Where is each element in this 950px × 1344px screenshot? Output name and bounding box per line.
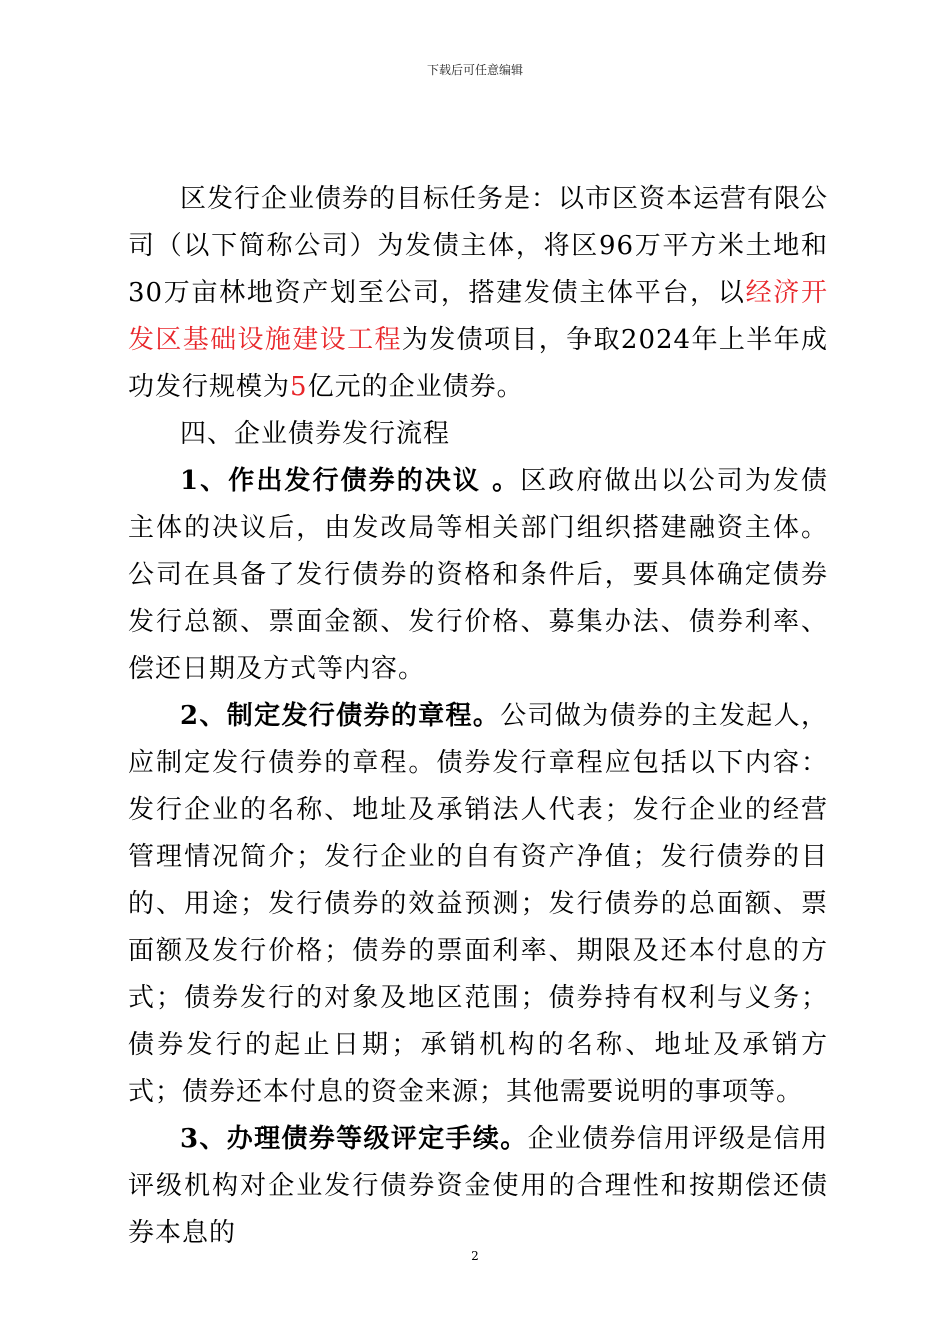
step-1-paragraph <box>128 458 828 693</box>
step-1-title: 1、作出发行债券的决议 。 <box>180 466 521 496</box>
page-number: 2 <box>471 1249 479 1263</box>
intro-paragraph <box>128 176 828 411</box>
highlighted-amount: 5 <box>290 372 308 402</box>
step-2-paragraph <box>128 693 828 1116</box>
step-3-title: 3、办理债券等级评定手续。 <box>180 1124 528 1154</box>
step-3-body: 企业债券信用评级是信用评级机构对企业发行债券资金使用的合理性和按期偿还债券本息的 <box>128 1124 828 1248</box>
step-2-title: 2、制定发行债券的章程。 <box>180 701 501 731</box>
section-heading: 四、企业债券发行流程 <box>180 419 451 449</box>
step-1-body: 区政府做出以公司为发债主体的决议后，由发改局等相关部门组织搭建融资主体。公司在具备了发行债券的资格和条件后，要具体确定债券发行总额、票面金额、发行价格、募集办法、债券利率、偿还日期及方式等内容。 <box>128 466 828 684</box>
step-2-body: 公司做为债券的主发起人，应制定发行债券的章程。债券发行章程应包括以下内容：发行企业的名称、地址及承销法人代表；发行企业的经营管理情况简介；发行企业的自有资产净值；发行债券的目的、用途；发行债券的效益预测；发行债券的总面额、票面额及发行价格；债券的票面利率、期限及还本付息的方式；债券发行的对象及地区范围；债券持有权利与义务；债券发行的起止日期；承销机构的名称、地址及承销方式；债券还本付息的资金来源；其他需要说明的事项等。 <box>128 701 828 1107</box>
step-3-paragraph <box>128 1116 828 1257</box>
intro-text-2: 为发债项目，争取2024年上半年成功发行规模为 <box>128 325 828 402</box>
document-body <box>128 176 828 1257</box>
intro-text-1: 区发行企业债券的目标任务是：以市区资本运营有限公司（以下简称公司）为发债主体，将区96万平方米土地和30万亩林地资产划至公司，搭建发债主体平台，以 <box>128 184 829 308</box>
highlighted-project-name: 经济开发区基础设施建设工程 <box>128 278 828 355</box>
page-header: 下载后可任意编辑 <box>426 63 523 77</box>
intro-text-3: 亿元的企业债券。 <box>307 372 524 402</box>
